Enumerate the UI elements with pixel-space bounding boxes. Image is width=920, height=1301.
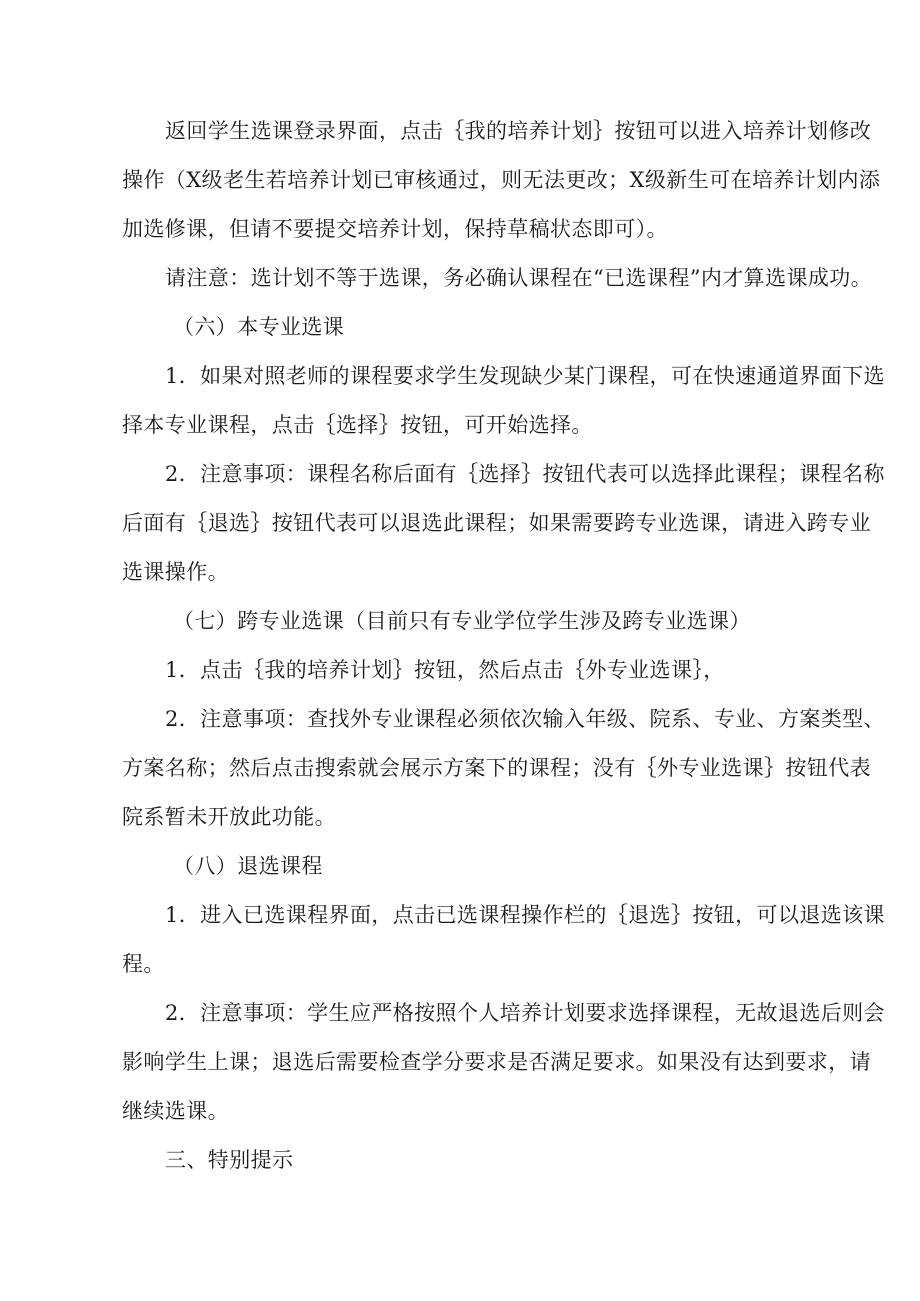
section-heading-8: （八）退选课程 [173, 854, 323, 878]
paragraph-line: 影响学生上课；退选后需要检查学分要求是否满足要求。如果没有达到要求，请 [122, 1050, 871, 1074]
paragraph-line: 选课操作。 [122, 560, 229, 584]
paragraph-line: 程。 [122, 952, 165, 976]
paragraph-line: 院系暂未开放此功能。 [122, 805, 336, 829]
paragraph-line: 择本专业课程，点击｛选择｝按钮，可开始选择。 [122, 413, 593, 437]
paragraph-line: 1．进入已选课程界面，点击已选课程操作栏的｛退选｝按钮，可以退选该课 [165, 903, 885, 927]
paragraph-line: 1．如果对照老师的课程要求学生发现缺少某门课程，可在快速通道界面下选 [165, 364, 885, 388]
notice-paragraph: 请注意：选计划不等于选课，务必确认课程在“已选课程”内才算选课成功。 [165, 266, 873, 290]
paragraph-line: 2．注意事项：课程名称后面有｛选择｝按钮代表可以选择此课程；课程名称 [165, 462, 885, 486]
paragraph-line: 2．注意事项：学生应严格按照个人培养计划要求选择课程，无故退选后则会 [165, 1001, 885, 1025]
paragraph-line: 加选修课，但请不要提交培养计划，保持草稿状态即可）。 [122, 217, 668, 241]
paragraph-line: 2．注意事项：查找外专业课程必须依次输入年级、院系、专业、方案类型、 [165, 707, 885, 731]
section-heading-6: （六）本专业选课 [173, 315, 345, 339]
paragraph-line: 1．点击｛我的培养计划｝按钮，然后点击｛外专业选课｝， [165, 658, 725, 682]
paragraph-line: 操作（X级老生若培养计划已审核通过，则无法更改；X级新生可在培养计划内添 [122, 168, 881, 192]
paragraph-line: 后面有｛退选｝按钮代表可以退选此课程；如果需要跨专业选课，请进入跨专业 [122, 511, 871, 535]
section-heading-7: （七）跨专业选课（目前只有专业学位学生涉及跨专业选课） [173, 609, 751, 633]
paragraph-line: 方案名称；然后点击搜索就会展示方案下的课程；没有｛外专业选课｝按钮代表 [122, 756, 871, 780]
paragraph-line: 继续选课。 [122, 1099, 229, 1123]
section-heading-3: 三、特别提示 [165, 1148, 294, 1172]
paragraph-line: 返回学生选课登录界面，点击｛我的培养计划｝按钮可以进入培养计划修改 [165, 119, 872, 143]
